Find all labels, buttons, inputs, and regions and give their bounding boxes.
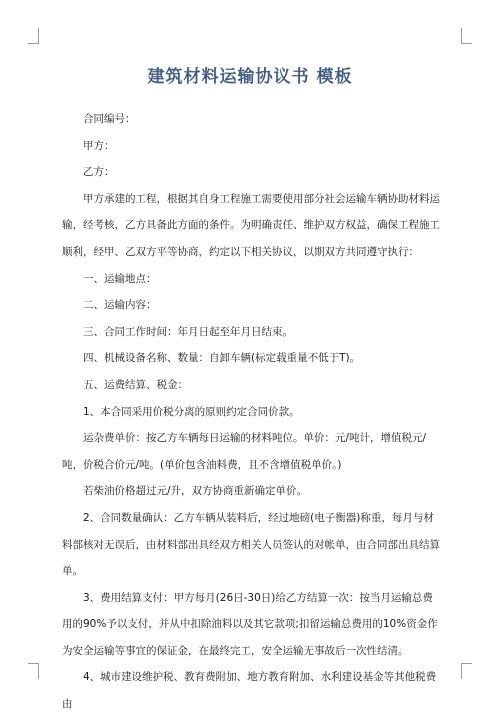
- intro-paragraph: 甲方承建的工程，根据其自身工程施工需要使用部分社会运输车辆协助材料运输，经考核，乙方具备此方面的条件。为明确责任、维护双方权益，确保工程施工顺利，经甲、乙双方平等协商，约定以下相关协议，以期双方共同遵守执行：: [62, 192, 440, 258]
- clause-3: 3、费用结算支付：甲方每月(26日-30日)给乙方结算一次：按当月运输总费用的90%予以支付，并从中扣除油料以及其它款项;扣留运输总费用的10%资金作为安全运输等事宜的保证金，在最终完工，安全运输无事故后一次性结清。: [62, 591, 438, 657]
- clause-1: 1、本合同采用价税分离的原则约定合同价款。: [83, 405, 300, 418]
- document-title: 建筑材料运输协议书 模板: [147, 67, 353, 87]
- crop-mark-top-left: [28, 43, 39, 44]
- party-b-line: 乙方：: [83, 166, 115, 179]
- diesel-price-paragraph: 若柴油价格超过元/升，双方协商重新确定单价。: [83, 485, 308, 498]
- crop-mark-bottom-left: [28, 663, 39, 664]
- section-equipment: 四、机械设备名称、数量：自卸车辆(标定载重量不低于T)。: [83, 352, 361, 365]
- crop-mark-bottom-right: [461, 663, 462, 679]
- section-settlement: 五、运费结算、税金：: [83, 378, 188, 391]
- crop-mark-bottom-right: [461, 663, 472, 664]
- section-content: 二、运输内容：: [83, 299, 157, 312]
- document-body: [62, 106, 440, 718]
- crop-mark-top-right: [461, 28, 462, 44]
- crop-mark-bottom-left: [38, 663, 39, 679]
- section-period: 三、合同工作时间：年月日起至年月日结束。: [83, 325, 293, 338]
- clause-4: 4、城市建设维护税、教育费附加、地方教育附加、水利建设基金等其他税费由: [62, 671, 437, 711]
- unit-price-paragraph: 运杂费单价：按乙方车辆每日运输的材料吨位。单价：元/吨计，增值税元/吨，价税合价元/吨。(单价包含油料费，且不含增值税单价。): [62, 432, 427, 471]
- clause-2: 2、合同数量确认：乙方车辆从装料后，经过地磅(电子衡器)称重，每月与材料部核对无误后，由材料部出具经双方相关人员签认的对帐单，由合同部出具结算单。: [62, 511, 440, 578]
- crop-mark-top-left: [38, 28, 39, 44]
- section-location: 一、运输地点：: [83, 272, 157, 285]
- party-a-line: 甲方：: [83, 139, 115, 152]
- contract-number-line: 合同编号：: [83, 113, 136, 125]
- crop-mark-top-right: [461, 43, 472, 44]
